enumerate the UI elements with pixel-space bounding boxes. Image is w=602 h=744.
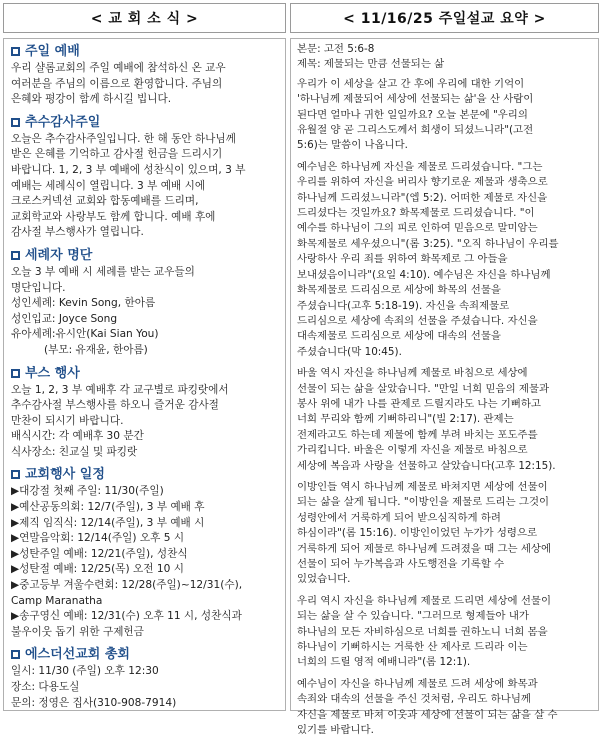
news-line: 불우이웃 돕기 위한 구제헌금 (11, 625, 144, 638)
church-news-header: < 교 회 소 식 > (3, 3, 286, 33)
news-line: 문의: 정영은 집사(310-908-7914) (11, 696, 177, 709)
sermon-paragraph (297, 366, 595, 474)
sermon-line: 되는 삶을 살 수 있습니다. "그러므로 형제들아 내가 (297, 610, 529, 623)
news-section-title-text: 에스더선교회 총회 (25, 647, 130, 663)
sermon-summary-column (297, 42, 595, 744)
sermon-line: 봉사 위에 내가 나를 관제로 드릴지라도 나는 기뻐하고 (297, 397, 541, 410)
sermon-line: 거룩하게 되어 제물로 하나님께 드려졌을 때 그는 세상에 (297, 542, 551, 555)
sermon-line: 하나님이 기뻐하시는 거룩한 산 제사로 드리라 이는 (297, 641, 528, 654)
sermon-line: 가리킵니다. 바울은 이렇게 자신을 제물로 바침으로 (297, 444, 528, 457)
sermon-line: 드리심으로 세상에 속죄의 선물을 주셨습니다. 자신을 (297, 314, 538, 327)
news-line: 바랍니다. 1, 2, 3 부 예배에 성찬식이 있으며, 3 부 (11, 163, 246, 176)
news-section-title (11, 114, 279, 131)
news-line: 추수감사절 부스행사를 하오니 즐거운 감사절 (11, 399, 219, 412)
sermon-passage: 본문: 고전 5:6-8 (297, 43, 375, 55)
sermon-line: 하심이라"(롬 15:16). 이방인이었던 누가가 성령으로 (297, 527, 538, 540)
sermon-line: 속죄와 대속의 선물을 주신 것처럼, 우리도 하나님께 (297, 693, 531, 706)
sermon-line: '하나님께 제물되어 세상에 선물되는 삶'을 산 사람이 (297, 93, 534, 106)
sermon-line: 선물이 되어 누가복음과 사도행전을 기록할 수 (297, 558, 505, 570)
news-line: ▶대강절 첫째 주일: 11/30(주일) (11, 485, 164, 498)
sermon-line: 세상에 복음과 사랑을 선물하고 살았습니다(고후 12:15). (297, 459, 556, 472)
square-bullet-icon (11, 650, 20, 659)
news-section-title (11, 247, 279, 264)
news-line: ▶중고등부 겨울수련회: 12/28(주일)~12/31(수), (11, 579, 243, 592)
sermon-line: 드리셨다는 것일까요? 화목제물로 드리셨습니다. "이 (297, 207, 535, 220)
sermon-line: 너희 무리와 함께 기뻐하리니"(빌 2:17). 관제는 (297, 413, 514, 426)
news-line: 우리 샬롬교회의 주일 예배에 참석하신 온 교우 (11, 62, 226, 74)
news-section-title-text: 주일 예배 (25, 44, 80, 59)
news-line: 장소: 다용도실 (11, 681, 80, 693)
news-line: 식사장소: 친교실 및 파킹랏 (11, 445, 138, 458)
news-section (11, 247, 279, 359)
news-section (11, 466, 279, 640)
sermon-paragraph (297, 160, 595, 360)
sermon-line: 된다면 얼마나 귀한 일일까요? 오늘 본문에 "우리의 (297, 108, 528, 121)
news-section-title-text: 세례자 명단 (25, 247, 93, 263)
sermon-subject: 제목: 제물되는 만큼 선물되는 삶 (297, 58, 445, 71)
news-line: 은혜와 평강이 함께 하시길 빕니다. (11, 93, 172, 106)
news-line: 성인세례: Kevin Song, 한아름 (11, 297, 156, 310)
news-line: 감사절 부스행사가 열립니다. (11, 226, 144, 239)
news-line: 만찬이 되시기 바랍니다. (11, 414, 124, 427)
square-bullet-icon (11, 118, 20, 127)
sermon-line: 이방인들 역시 하나님께 제물로 바쳐지면 세상에 선물이 (297, 480, 548, 493)
square-bullet-icon (11, 470, 20, 479)
news-line: ▶예산공동의회: 12/7(주일), 3 부 예배 후 (11, 501, 205, 514)
sermon-paragraph (297, 594, 595, 671)
news-section-title (11, 646, 279, 663)
sermon-line: 유월절 양 곧 그리스도께서 희생이 되셨느니라"(고전 (297, 124, 534, 137)
square-bullet-icon (11, 369, 20, 378)
sermon-line: 우리를 위하여 자신을 버리사 향기로운 제물과 생축으로 (297, 176, 548, 189)
sermon-line: 예수를 하나님이 그의 피로 인하여 믿음으로 말미암는 (297, 222, 538, 235)
square-bullet-icon (11, 251, 20, 260)
sermon-body (297, 77, 595, 739)
news-section-title-text: 부스 행사 (25, 365, 80, 381)
sermon-line: 하나님의 모든 자비하심으로 너희를 권하노니 너희 몸을 (297, 625, 548, 638)
news-line: 유아세례:유시안(Kai Sian You) (11, 328, 159, 341)
sermon-line: 자신을 제물로 바쳐 이웃과 세상에 선물이 되는 삶을 살 수 (297, 708, 558, 721)
news-section-title (11, 43, 279, 60)
news-line: 오늘 3 부 예배 시 세례를 받는 교우들의 (11, 265, 195, 278)
news-line: 명단입니다. (11, 281, 66, 294)
sermon-line: 우리가 이 세상을 살고 간 후에 우리에 대한 기억이 (297, 77, 525, 90)
square-bullet-icon (11, 47, 20, 56)
sermon-line: 선물이 되는 삶을 살았습니다. "만일 너희 믿음의 제물과 (297, 382, 550, 395)
sermon-line: 있었습니다. (297, 573, 351, 586)
news-section-title (11, 365, 279, 382)
news-section (11, 43, 279, 108)
sermon-summary-header: < 11/16/25 주일설교 요약 > (290, 3, 599, 33)
sermon-line: 하나님께 드리셨느니라"(엡 5:2). 어떠한 제물로 자신을 (297, 191, 548, 204)
sermon-line: 있기를 바랍니다. (297, 724, 374, 737)
sermon-line: 전제라고도 하는데 제물에 함께 부려 바치는 포도주를 (297, 428, 538, 441)
sermon-line: 주셨습니다(막 10:45). (297, 345, 402, 358)
sermon-line: 우리 역시 자신을 하나님께 제물로 드리면 세상에 선물이 (297, 594, 551, 607)
news-line: ▶연말음악회: 12/14(주일) 오후 5 시 (11, 532, 185, 545)
news-line: 성인입교: Joyce Song (11, 312, 118, 325)
sermon-line: 5:6)는 말씀이 나옵니다. (297, 139, 408, 152)
sermon-paragraph (297, 77, 595, 154)
news-section (11, 646, 279, 711)
news-line: ▶성탄주일 예배: 12/21(주일), 성찬식 (11, 547, 188, 560)
sermon-line: 너희의 드릴 영적 예배니라"(롬 12:1). (297, 656, 471, 669)
sermon-line: 성령안에서 거룩하게 되어 받으심직하게 하려 (297, 511, 501, 524)
news-line: 교회학교와 사랑부도 함께 합니다. 예배 후에 (11, 210, 216, 223)
news-line: 예배는 세례식이 열립니다. 3 부 예배 시에 (11, 179, 206, 192)
news-section (11, 114, 279, 241)
sermon-line: 되는 삶을 살게 됩니다. "이방인을 제물로 드리는 그것이 (297, 496, 550, 509)
news-line: ▶제직 임직식: 12/14(주일), 3 부 예배 시 (11, 516, 205, 529)
news-line: 배식시간: 각 예배후 30 분간 (11, 430, 144, 443)
sermon-line: 예수님은 하나님께 자신을 제물로 드리셨습니다. "그는 (297, 160, 543, 173)
news-line: 일시: 11/30 (주일) 오후 12:30 (11, 665, 159, 678)
news-line: ▶성탄절 예배: 12/25(목) 오전 10 시 (11, 563, 184, 576)
news-line-parents: (부모: 유재윤, 한아름) (44, 343, 148, 356)
news-section-title-text: 교회행사 일정 (25, 467, 105, 483)
church-news-column (11, 43, 279, 717)
sermon-line: 사랑하사 우리 죄를 위하여 화목제로 그 아들을 (297, 253, 508, 266)
sermon-paragraph (297, 677, 595, 739)
news-section (11, 365, 279, 461)
sermon-line: 대속제물로 드리심으로 세상에 대속의 선물을 (297, 330, 501, 343)
news-section-title (11, 466, 279, 483)
sermon-line: 주셨습니다(고후 5:18-19). 자신을 속죄제물로 (297, 299, 510, 312)
news-line: ▶송구영신 예배: 12/31(수) 오후 11 시, 성찬식과 (11, 610, 242, 623)
sermon-line: 화목제물로 세우셨으니"(롬 3:25). "오직 하나님이 우리를 (297, 237, 559, 250)
sermon-line: 화목제물로 드리심으로 세상에 화목의 선물을 (297, 284, 501, 297)
news-line: 오늘 1, 2, 3 부 예배후 각 교구별로 파킹랏에서 (11, 383, 229, 396)
sermon-paragraph (297, 480, 595, 588)
news-line: 크로스커넥션 교회와 합동예배를 드리며, (11, 195, 199, 208)
sermon-line: 바울 역시 자신을 하나님께 제물로 바침으로 세상에 (297, 367, 528, 380)
news-line: 오늘은 추수감사주일입니다. 한 해 동안 하나님께 (11, 132, 236, 145)
sermon-line: 예수님이 자신을 하나님께 제물로 드려 세상에 화목과 (297, 677, 538, 690)
news-line: 받은 은혜를 기억하고 감사절 헌금을 드리시기 (11, 148, 223, 161)
news-line: Camp Maranatha (11, 594, 103, 607)
news-section-title-text: 추수감사주일 (25, 114, 101, 130)
sermon-line: 보내셨음이니라"(요일 4:10). 예수님은 자신을 하나님께 (297, 268, 551, 281)
news-line: 여러분을 주님의 이름으로 환영합니다. 주님의 (11, 77, 223, 90)
